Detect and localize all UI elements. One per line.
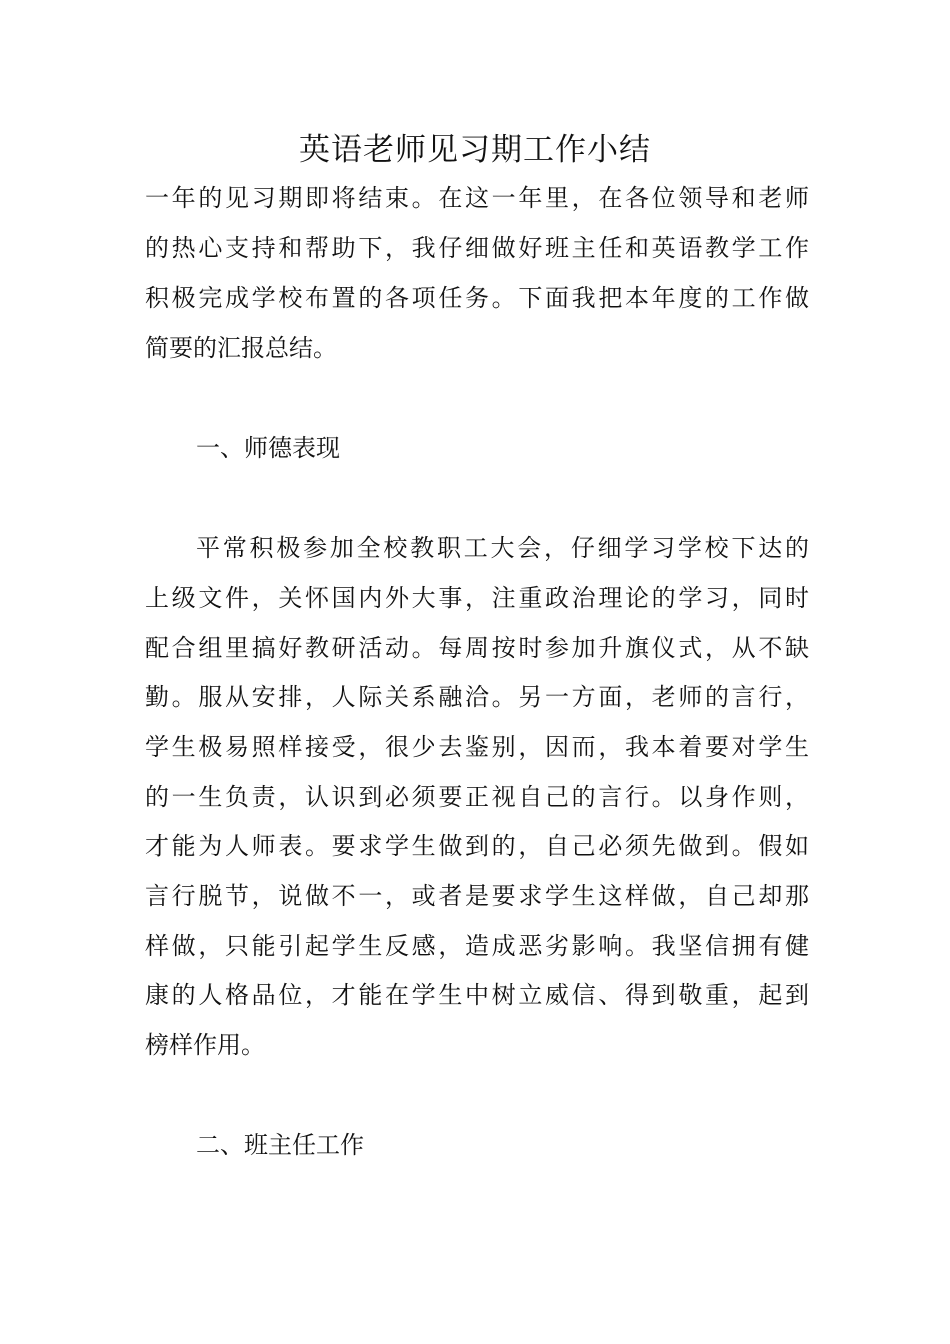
intro-line-2: 的热心支持和帮助下，我仔细做好班主任和英语教学工作 (145, 234, 809, 262)
section-heading-ethics: 一、师德表现 (196, 434, 340, 462)
intro-line-1: 一年的见习期即将结束。在这一年里，在各位领导和老师 (145, 184, 809, 212)
document-title: 英语老师见习期工作小结 (299, 132, 651, 168)
section1-line-9: 样做，只能引起学生反感，造成恶劣影响。我坚信拥有健 (145, 932, 809, 960)
section1-line-6: 的一生负责，认识到必须要正视自己的言行。以身作则， (145, 783, 809, 811)
section1-line-3: 配合组里搞好教研活动。每周按时参加升旗仪式，从不缺 (145, 634, 809, 662)
section1-line-1: 平常积极参加全校教职工大会，仔细学习学校下达的 (196, 534, 809, 562)
intro-line-3: 积极完成学校布置的各项任务。下面我把本年度的工作做 (145, 284, 809, 312)
intro-line-4: 简要的汇报总结。 (145, 334, 337, 362)
section1-line-7: 才能为人师表。要求学生做到的，自己必须先做到。假如 (145, 832, 809, 860)
section1-line-8: 言行脱节，说做不一，或者是要求学生这样做，自己却那 (145, 882, 809, 910)
section1-line-10: 康的人格品位，才能在学生中树立威信、得到敬重，起到 (145, 981, 809, 1009)
section1-line-5: 学生极易照样接受，很少去鉴别，因而，我本着要对学生 (145, 733, 809, 761)
section1-line-11: 榜样作用。 (145, 1031, 265, 1059)
section-heading-class-teacher: 二、班主任工作 (196, 1131, 364, 1159)
section1-line-2: 上级文件，关怀国内外大事，注重政治理论的学习，同时 (145, 584, 809, 612)
section1-line-4: 勤。服从安排，人际关系融洽。另一方面，老师的言行， (145, 683, 809, 711)
